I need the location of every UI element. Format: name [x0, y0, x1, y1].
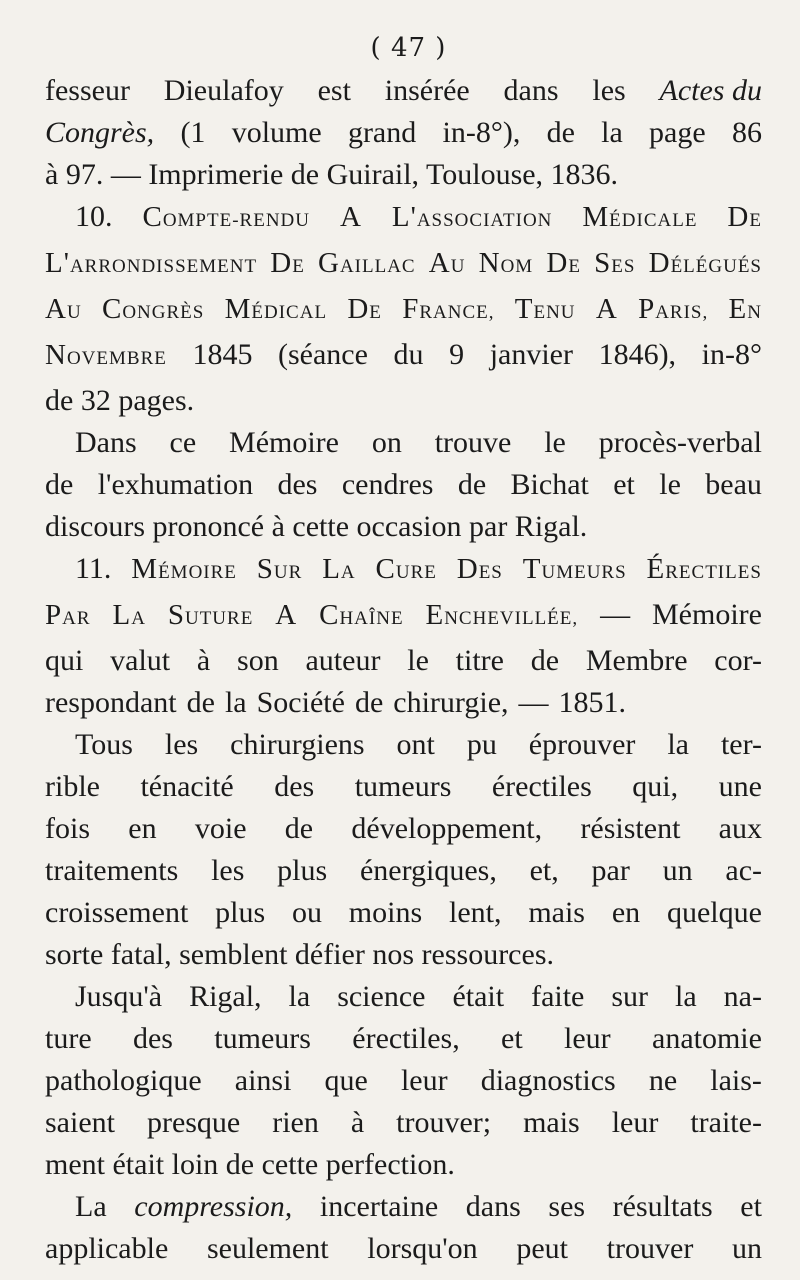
word: de: [186, 686, 215, 719]
word: des: [274, 770, 315, 803]
word: trouve: [434, 426, 512, 459]
word: DE: [546, 247, 581, 279]
word: cor-: [714, 644, 762, 677]
word: AU: [428, 247, 466, 279]
word: na-: [723, 980, 762, 1013]
word: diagnostics: [480, 1064, 616, 1097]
word: et,: [529, 854, 559, 887]
word: DÉLÉGUÉS: [648, 247, 762, 279]
word: rien: [272, 1106, 319, 1139]
word: Jusqu'à: [75, 980, 163, 1013]
word: applicable: [45, 1232, 169, 1265]
text-line: [45, 422, 762, 464]
word: GAILLAC: [317, 247, 416, 279]
word: érectiles,: [352, 1022, 460, 1055]
word: in-8°),: [442, 116, 521, 149]
text-line: [45, 196, 762, 242]
text-line: [45, 850, 762, 892]
word: des: [277, 468, 318, 501]
word: mais: [528, 896, 585, 929]
word: anatomie: [652, 1022, 762, 1055]
word: 1851.: [558, 686, 627, 719]
word: ténacité: [140, 770, 234, 803]
word: Rigal,: [189, 980, 262, 1013]
word: de: [546, 116, 575, 149]
word: croissement: [45, 896, 189, 929]
word: A: [275, 599, 298, 631]
word: Mémoire: [229, 426, 339, 459]
word: de 32 pages.: [45, 384, 195, 417]
text-line: [45, 506, 762, 548]
word: discours prononcé à cette occasion par Rigal.: [45, 510, 588, 543]
word: Société: [256, 686, 345, 719]
word: qui: [45, 644, 84, 677]
word: de: [530, 644, 560, 677]
word: valut: [110, 644, 171, 677]
word: pu: [466, 728, 497, 761]
word: plus: [277, 854, 328, 887]
word: LA: [322, 553, 356, 585]
text-line: [45, 724, 762, 766]
word: des: [132, 1022, 173, 1055]
word: on: [371, 426, 402, 459]
text-line: [45, 288, 762, 334]
word: les: [592, 74, 626, 107]
text-line: [45, 976, 762, 1018]
word: par: [591, 854, 630, 887]
word: ont: [396, 728, 435, 761]
text-line: [45, 380, 762, 422]
word: de: [354, 686, 384, 719]
word: grand: [347, 116, 417, 149]
word: ou: [291, 896, 322, 929]
word: —: [518, 686, 549, 719]
text-line: [45, 640, 762, 682]
word: est: [317, 74, 351, 107]
text-line: [45, 464, 762, 506]
word: trouver;: [396, 1106, 492, 1139]
word: à: [350, 1106, 365, 1139]
word: dans: [465, 1190, 521, 1223]
word: chirurgie,: [393, 686, 509, 719]
word: incertaine: [319, 1190, 439, 1223]
text-line: [45, 1102, 762, 1144]
word: 1845: [192, 338, 253, 371]
word: volume: [231, 116, 322, 149]
word: en: [611, 896, 641, 929]
word: traitements: [45, 854, 179, 887]
word: MÉDICAL: [224, 293, 328, 325]
word: leur: [564, 1022, 611, 1055]
text-line: [45, 334, 762, 380]
text-line: [45, 1060, 762, 1102]
word: beau: [705, 468, 762, 501]
word: SUTURE: [167, 599, 254, 631]
word: Congrès,: [45, 116, 155, 149]
word: —: [600, 598, 631, 631]
word: respondant: [45, 686, 177, 719]
word: ture: [45, 1022, 92, 1055]
word: TUMEURS: [522, 553, 627, 585]
word: était: [452, 980, 505, 1013]
word: MÉMOIRE: [131, 553, 237, 585]
word: que: [324, 1064, 368, 1097]
word: lais-: [710, 1064, 762, 1097]
word: son: [237, 644, 279, 677]
word: la: [601, 116, 623, 149]
word: le: [407, 644, 429, 677]
word: lorsqu'on: [367, 1232, 478, 1265]
word: LA: [112, 599, 146, 631]
word: 11.: [75, 552, 112, 585]
word: la: [224, 686, 247, 719]
word: L'ARRONDISSEMENT: [45, 247, 258, 279]
text-line: [45, 1018, 762, 1060]
word: à 97. — Imprimerie de Guirail, Toulouse, 1836.: [45, 158, 619, 191]
word: NOVEMBRE: [45, 339, 167, 371]
word: et: [501, 1022, 523, 1055]
word: ter-: [720, 728, 762, 761]
word: traite-: [690, 1106, 762, 1139]
word: le: [544, 426, 566, 459]
word: NOM: [478, 247, 534, 279]
word: insérée: [384, 74, 470, 107]
word: procès-verbal: [598, 426, 762, 459]
word: CONGRÈS: [101, 293, 205, 325]
word: SES: [594, 247, 636, 279]
word: fois: [45, 812, 90, 845]
word: DE: [270, 247, 305, 279]
word: TENU: [514, 293, 576, 325]
word: (séance: [278, 338, 368, 371]
word: dans: [503, 74, 559, 107]
word: Dieulafoy: [163, 74, 284, 107]
text-line: [45, 1144, 762, 1186]
word: chirurgiens: [230, 728, 365, 761]
word: L'ASSOCIATION: [391, 201, 553, 233]
word: un: [731, 1232, 762, 1265]
word: in-8°: [701, 338, 762, 371]
word: pathologique: [45, 1064, 202, 1097]
word: 1846),: [598, 338, 677, 371]
page-number: ( 47 ): [370, 33, 447, 63]
word: mais: [523, 1106, 580, 1139]
word: rible: [45, 770, 100, 803]
word: COMPTE-RENDU: [142, 201, 310, 233]
text-line: [45, 808, 762, 850]
word: ses: [548, 1190, 586, 1223]
word: un: [662, 854, 693, 887]
word: l'exhumation: [97, 468, 254, 501]
word: leur: [400, 1064, 448, 1097]
word: auteur: [305, 644, 381, 677]
word: PAR: [45, 599, 91, 631]
word: Actes du: [659, 74, 762, 107]
word: seulement: [206, 1232, 329, 1265]
word: voie: [194, 812, 247, 845]
word: CURE: [375, 553, 437, 585]
text-line: [45, 70, 762, 112]
word: 9: [449, 338, 465, 371]
word: 86: [731, 116, 762, 149]
word: la: [667, 728, 689, 761]
word: sur: [611, 980, 649, 1013]
word: lent,: [448, 896, 502, 929]
word: les: [211, 854, 245, 887]
word: DE: [727, 201, 762, 233]
text-line: [45, 154, 762, 196]
word: développement,: [351, 812, 543, 845]
word: éprouver: [528, 728, 636, 761]
word: les: [164, 728, 199, 761]
word: La: [75, 1190, 107, 1223]
word: Mémoire: [652, 598, 762, 631]
word: énergiques,: [359, 854, 497, 887]
word: 10.: [75, 200, 113, 233]
word: de: [457, 468, 487, 501]
word: en: [128, 812, 157, 845]
word: Bichat: [510, 468, 589, 501]
text-line: [45, 548, 762, 594]
word: FRANCE,: [402, 293, 495, 325]
word: AU: [45, 293, 82, 325]
word: (1: [180, 116, 206, 149]
word: ne: [648, 1064, 678, 1097]
word: tumeurs: [354, 770, 452, 803]
word: CHAÎNE: [319, 599, 404, 631]
word: presque: [146, 1106, 241, 1139]
word: du: [393, 338, 424, 371]
word: ENCHEVILLÉE,: [425, 599, 579, 631]
word: résultats: [612, 1190, 713, 1223]
text-line: [45, 594, 762, 640]
word: science: [337, 980, 426, 1013]
word: la: [675, 980, 697, 1013]
word: saient: [45, 1106, 115, 1139]
word: DE: [347, 293, 382, 325]
word: ainsi: [234, 1064, 292, 1097]
word: et: [740, 1190, 762, 1223]
word: PARIS,: [638, 293, 709, 325]
word: fesseur: [45, 74, 130, 107]
text-line: [45, 1186, 762, 1228]
word: Membre: [585, 644, 688, 677]
word: ment était loin de cette perfection.: [45, 1148, 455, 1181]
word: de: [45, 468, 74, 501]
word: ac-: [725, 854, 762, 887]
word: peut: [516, 1232, 568, 1265]
word: MÉDICALE: [582, 201, 698, 233]
word: cendres: [341, 468, 434, 501]
word: la: [288, 980, 311, 1013]
word: ce: [169, 426, 197, 459]
word: faite: [531, 980, 585, 1013]
word: sorte fatal, semblent défier nos ressources.: [45, 938, 554, 971]
word: A: [339, 201, 362, 233]
word: leur: [611, 1106, 659, 1139]
word: moins: [348, 896, 423, 929]
word: trouver: [606, 1232, 694, 1265]
word: à: [196, 644, 211, 677]
text-line: [45, 682, 762, 724]
word: A: [595, 293, 618, 325]
word: tumeurs: [214, 1022, 311, 1055]
word: SUR: [256, 553, 303, 585]
word: aux: [718, 812, 762, 845]
word: et: [613, 468, 635, 501]
word: le: [659, 468, 681, 501]
text-line: [45, 934, 762, 976]
word: compression,: [134, 1190, 293, 1223]
text-line: [45, 892, 762, 934]
word: quelque: [666, 896, 762, 929]
word: DES: [456, 553, 503, 585]
word: plus: [215, 896, 266, 929]
text-line: [45, 242, 762, 288]
word: qui,: [632, 770, 679, 803]
text-line: [45, 112, 762, 154]
word: de: [284, 812, 314, 845]
word: Tous: [75, 728, 133, 761]
word: titre: [455, 644, 504, 677]
text-line: [45, 766, 762, 808]
word: érectiles: [491, 770, 592, 803]
text-line: [45, 1228, 762, 1270]
word: page: [649, 116, 706, 149]
word: janvier: [489, 338, 573, 371]
word: EN: [728, 293, 762, 325]
word: résistent: [580, 812, 681, 845]
word: Dans: [75, 426, 137, 459]
word: une: [718, 770, 762, 803]
word: ÉRECTILES: [646, 553, 762, 585]
body-text: [45, 70, 762, 1270]
